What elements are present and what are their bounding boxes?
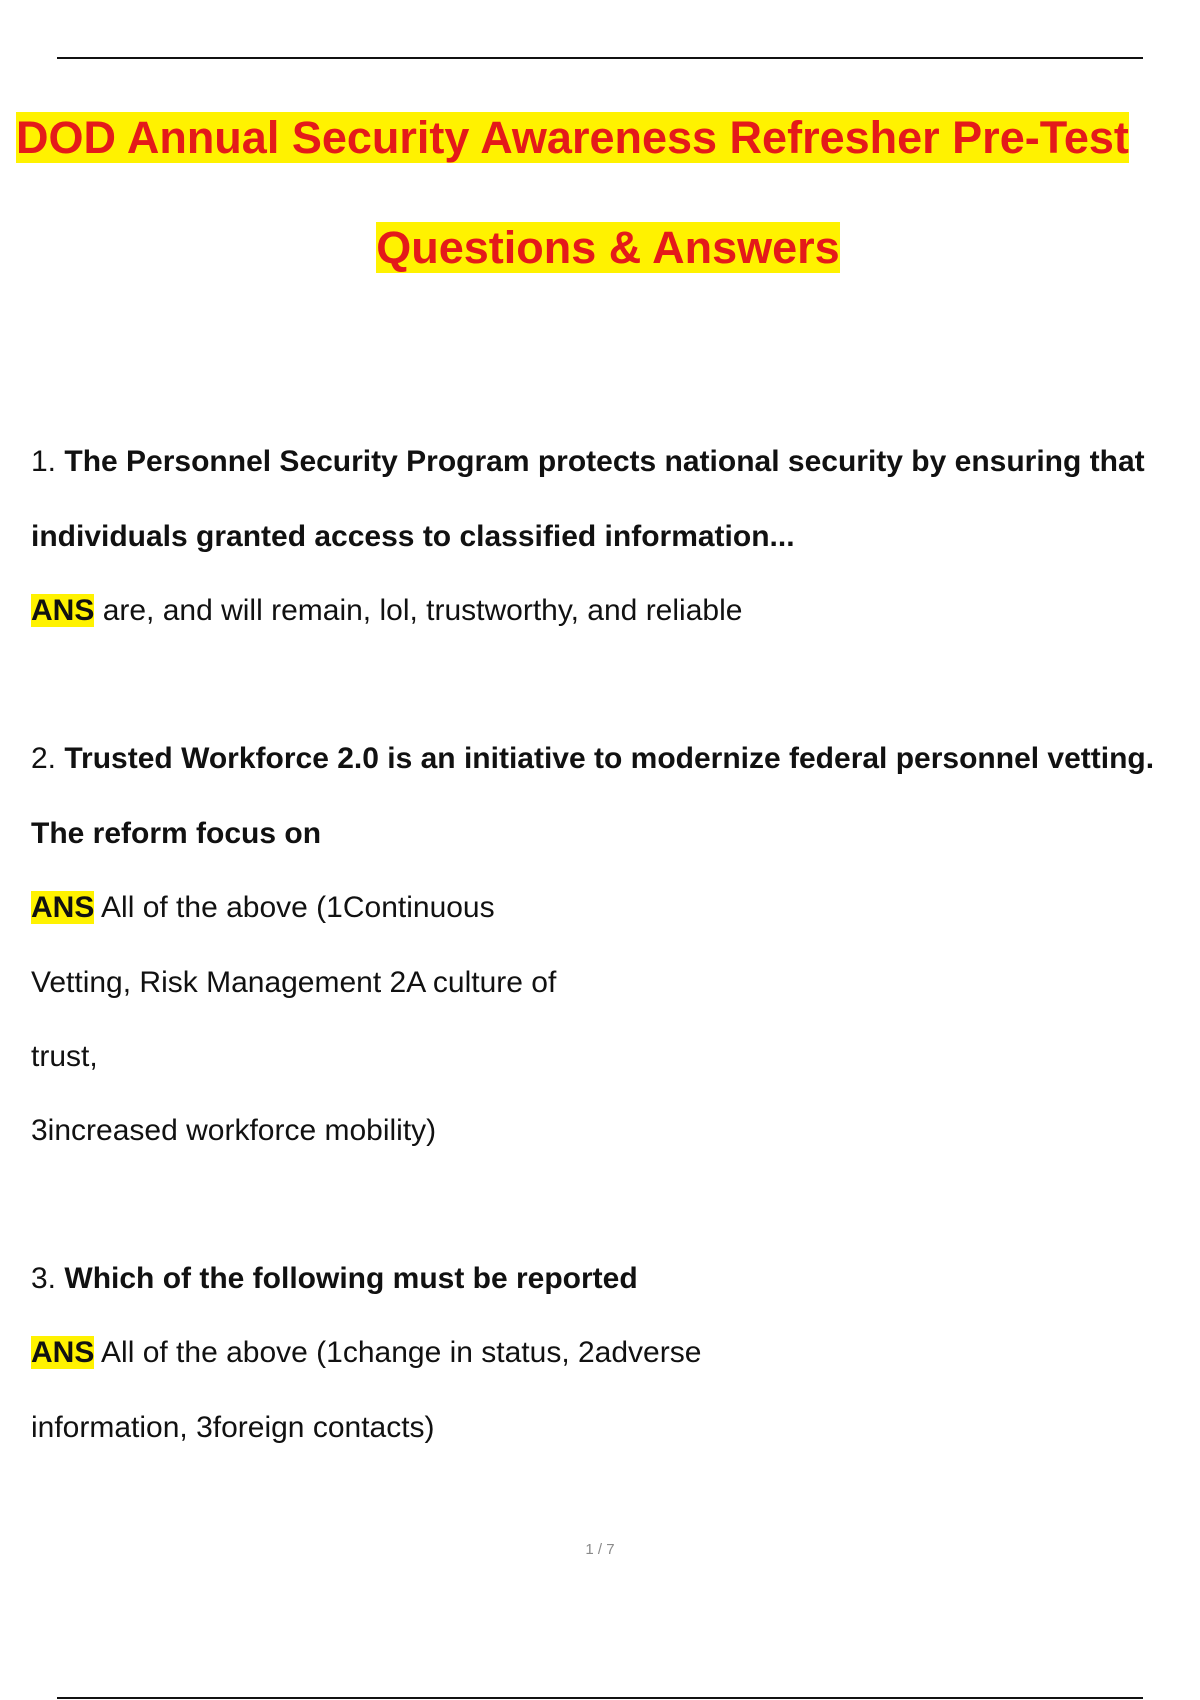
answer-3-line-1 [31, 1333, 701, 1373]
question-2-line-1 [31, 739, 1154, 779]
question-3-number: 3. [31, 1262, 57, 1295]
answer-3-line-2: information, 3foreign contacts) [31, 1411, 435, 1444]
ans-label: ANS [31, 891, 95, 924]
question-2-line-2: The reform focus on [31, 817, 322, 850]
ans-label: ANS [31, 1336, 95, 1369]
document-title-line-1: DOD Annual Security Awareness Refresher Pre-Test [16, 112, 1129, 163]
answer-2-line-3: trust, [31, 1040, 98, 1073]
ans-label: ANS [31, 594, 95, 627]
question-1-number: 1. [31, 445, 57, 478]
answer-2-line-1 [31, 888, 495, 928]
document-title-line-2: Questions & Answers [376, 222, 840, 273]
question-1-line-1 [31, 442, 1145, 482]
page-indicator: 1 / 7 [585, 1541, 615, 1558]
question-2-number: 2. [31, 742, 57, 775]
question-1-line-2: individuals granted access to classified information... [31, 520, 795, 553]
header-rule [57, 57, 1143, 59]
answer-1-text: are, and will remain, lol, trustworthy, and reliable [102, 594, 743, 627]
answer-2-text: All of the above (1Continuous [101, 891, 495, 924]
question-3-line-1 [31, 1259, 638, 1299]
footer-rule [57, 1697, 1143, 1699]
answer-3-text: All of the above (1change in status, 2adverse [101, 1336, 702, 1369]
answer-1-line-1 [31, 591, 742, 631]
answer-2-line-4: 3increased workforce mobility) [31, 1114, 437, 1147]
question-2-text: Trusted Workforce 2.0 is an initiative to modernize federal personnel vetting. [64, 742, 1155, 775]
question-3-text: Which of the following must be reported [64, 1262, 638, 1295]
question-1-text: The Personnel Security Program protects national security by ensuring that [64, 445, 1145, 478]
answer-2-line-2: Vetting, Risk Management 2A culture of [31, 966, 557, 999]
